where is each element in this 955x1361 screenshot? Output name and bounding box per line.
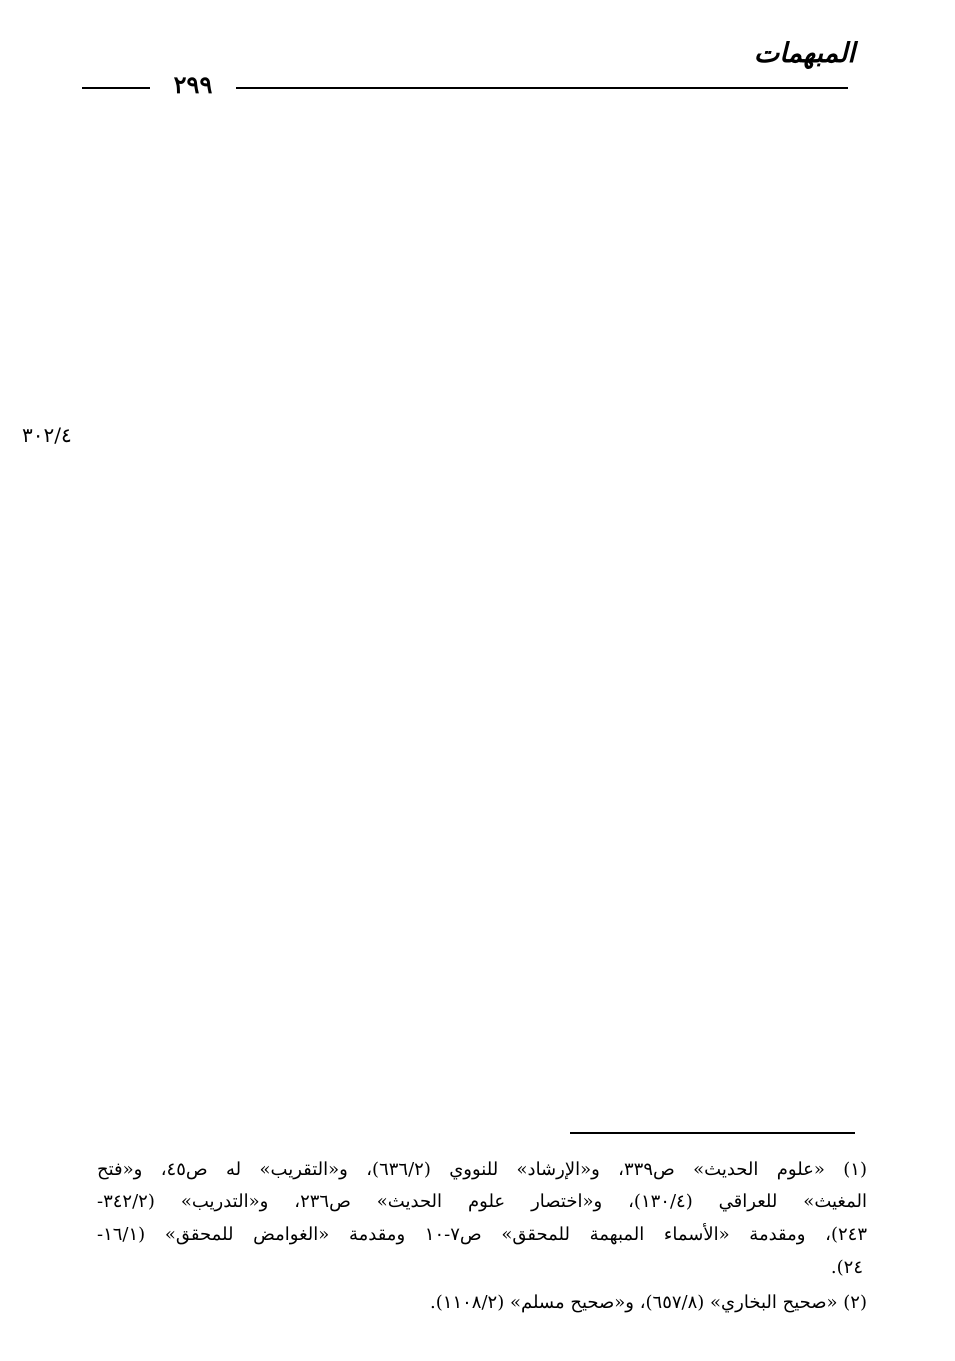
footnote-line: (١) «علوم الحديث» ص٣٣٩، و«الإرشاد» للنووي (٦٣٦/٢)، و«التقريب» له ص٤٥، و«فتح	[97, 1159, 867, 1180]
footnote-line: المغيث» للعراقي (١٣٠/٤)، و«اختصار علوم الحديث» ص٢٣٦، و«التدريب» (٣٤٢/٢-	[97, 1191, 867, 1212]
running-title: المبهمات	[753, 38, 855, 69]
margin-note: ٣٠٢/٤	[22, 423, 72, 447]
page-number: ٢٩٩	[173, 70, 213, 99]
footnote-line: (٢) «صحيح البخاري» (٦٥٧/٨)، و«صحيح مسلم» (١١٠٨/٢).	[430, 1292, 867, 1313]
footnote-line: ٢٤).	[830, 1257, 863, 1278]
header-rule	[236, 87, 848, 89]
header-rule-left	[82, 87, 150, 89]
footnote-rule	[570, 1132, 855, 1134]
footnote-line: ٢٤٣)، ومقدمة «الأسماء المبهمة للمحقق» ص٧-١٠ ومقدمة «الغوامض للمحقق» (١٦/١-	[97, 1224, 867, 1245]
